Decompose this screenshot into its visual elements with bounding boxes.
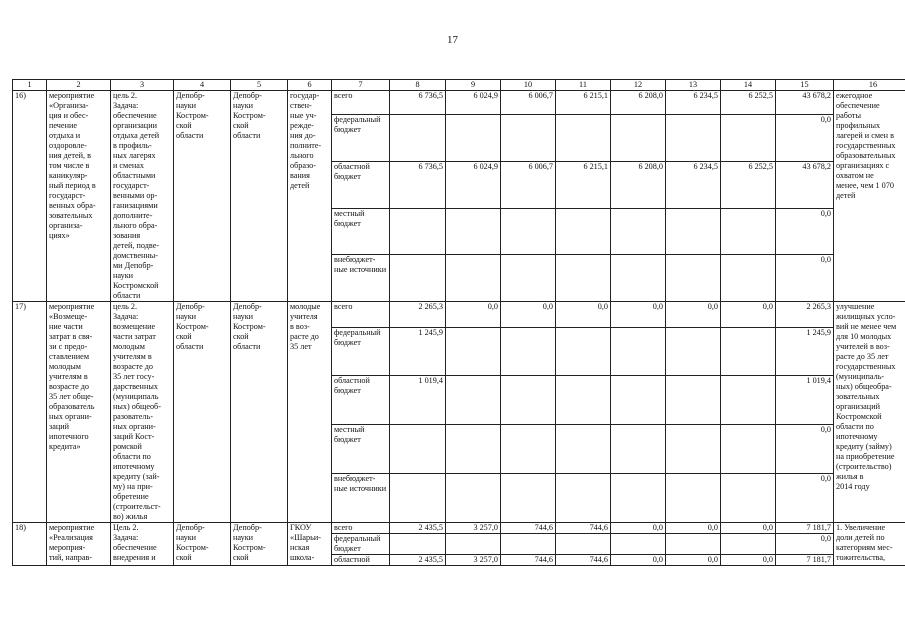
amount-cell <box>556 327 611 376</box>
amount-cell: 6 208,0 <box>611 162 666 209</box>
funding-source: областной бюджет <box>332 376 390 425</box>
amount-cell: 43 678,2 <box>776 162 834 209</box>
amount-cell <box>666 425 721 474</box>
amount-cell: 6 736,5 <box>390 162 446 209</box>
funding-source: всего <box>332 302 390 328</box>
amount-cell: 1 019,4 <box>390 376 446 425</box>
amount-cell <box>721 255 776 302</box>
amount-cell <box>666 327 721 376</box>
amount-cell <box>611 474 666 523</box>
amount-cell <box>666 376 721 425</box>
goal-task: цель 2. Задача: обеспечение организации отдыха детей в профиль- ных лагерях и сменах областными государст- венными ор- ганизациями дополните- льного обра- зования детей, подве- домственны- ми Депобр- науки Костромской области <box>111 91 174 302</box>
column-number-16: 16 <box>834 80 905 91</box>
amount-cell <box>666 534 721 555</box>
column-number-7: 7 <box>332 80 390 91</box>
co-executor: Депобр- науки Костром- ской <box>231 523 288 566</box>
amount-cell: 43 678,2 <box>776 91 834 115</box>
row-number: 17) <box>13 302 47 523</box>
expected-result: ежегодное обеспечение работы профильных лагерей и смен в государственных образовательных организациях с охватом не менее, чем 1 070 детей <box>834 91 905 302</box>
funding-source: внебюджет- ные источники <box>332 255 390 302</box>
amount-cell <box>501 208 556 255</box>
amount-cell <box>390 474 446 523</box>
funding-source: всего <box>332 523 390 534</box>
amount-cell <box>611 208 666 255</box>
responsible-executor: Депобр- науки Костром- ской области <box>174 91 231 302</box>
amount-cell <box>721 425 776 474</box>
amount-cell: 6 024,9 <box>446 162 501 209</box>
amount-cell: 6 252,5 <box>721 91 776 115</box>
funding-source: всего <box>332 91 390 115</box>
co-executor: Депобр- науки Костром- ской области <box>231 91 288 302</box>
amount-cell <box>446 327 501 376</box>
amount-cell <box>721 534 776 555</box>
column-number-3: 3 <box>111 80 174 91</box>
amount-cell <box>611 376 666 425</box>
amount-cell: 0,0 <box>721 555 776 566</box>
amount-cell: 2 435,5 <box>390 523 446 534</box>
amount-cell: 3 257,0 <box>446 555 501 566</box>
table-row <box>13 523 905 534</box>
amount-cell: 0,0 <box>776 474 834 523</box>
column-number-8: 8 <box>390 80 446 91</box>
column-number-2: 2 <box>47 80 111 91</box>
amount-cell <box>556 255 611 302</box>
amount-cell: 0,0 <box>721 302 776 328</box>
responsible-executor: Депобр- науки Костром- ской области <box>174 302 231 523</box>
amount-cell: 0,0 <box>666 302 721 328</box>
amount-cell: 0,0 <box>776 534 834 555</box>
amount-cell <box>446 115 501 162</box>
column-number-1: 1 <box>13 80 47 91</box>
amount-cell <box>390 115 446 162</box>
amount-cell: 6 234,5 <box>666 162 721 209</box>
participants: ГКОУ «Шарьи- нская школа- <box>288 523 332 566</box>
column-number-10: 10 <box>501 80 556 91</box>
amount-cell <box>611 115 666 162</box>
amount-cell: 2 265,3 <box>776 302 834 328</box>
table-row <box>13 91 905 115</box>
amount-cell: 6 736,5 <box>390 91 446 115</box>
column-number-5: 5 <box>231 80 288 91</box>
amount-cell: 6 252,5 <box>721 162 776 209</box>
amount-cell: 1 245,9 <box>776 327 834 376</box>
amount-cell: 6 006,7 <box>501 91 556 115</box>
amount-cell: 6 024,9 <box>446 91 501 115</box>
amount-cell <box>666 255 721 302</box>
funding-source: областной бюджет <box>332 162 390 209</box>
amount-cell <box>446 474 501 523</box>
amount-cell <box>556 208 611 255</box>
column-number-6: 6 <box>288 80 332 91</box>
amount-cell <box>556 425 611 474</box>
funding-source: местный бюджет <box>332 208 390 255</box>
amount-cell <box>721 115 776 162</box>
amount-cell <box>390 425 446 474</box>
row-number: 18) <box>13 523 47 566</box>
amount-cell <box>446 534 501 555</box>
amount-cell <box>501 534 556 555</box>
participants: государ- ствен- ные уч- режде- ния до- полните- льного образо- вания детей <box>288 91 332 302</box>
amount-cell: 0,0 <box>611 302 666 328</box>
funding-source: федеральный бюджет <box>332 534 390 555</box>
amount-cell: 6 234,5 <box>666 91 721 115</box>
amount-cell <box>721 376 776 425</box>
amount-cell: 2 265,3 <box>390 302 446 328</box>
amount-cell: 744,6 <box>556 523 611 534</box>
goal-task: цель 2. Задача: возмещение части затрат молодым учителям в возрасте до 35 лет госу- дарственных (муниципаль ных) общеоб- разователь- ных органи- заций Кост- ромской области по ипотечному кредиту (зай- му) на при- обретение (строительст- во) жилья <box>111 302 174 523</box>
amount-cell <box>611 425 666 474</box>
amount-cell: 2 435,5 <box>390 555 446 566</box>
amount-cell: 0,0 <box>666 523 721 534</box>
amount-cell <box>611 534 666 555</box>
funding-source: местный бюджет <box>332 425 390 474</box>
column-number-9: 9 <box>446 80 501 91</box>
amount-cell: 1 245,9 <box>390 327 446 376</box>
amount-cell: 6 215,1 <box>556 162 611 209</box>
amount-cell: 0,0 <box>776 115 834 162</box>
funding-source: федеральный бюджет <box>332 327 390 376</box>
amount-cell <box>446 255 501 302</box>
amount-cell: 6 006,7 <box>501 162 556 209</box>
amount-cell <box>556 474 611 523</box>
row-number: 16) <box>13 91 47 302</box>
expected-result: 1. Увеличение доли детей по категориям мес- тожительства, <box>834 523 905 566</box>
amount-cell: 7 181,7 <box>776 555 834 566</box>
column-number-14: 14 <box>721 80 776 91</box>
amount-cell <box>501 327 556 376</box>
amount-cell <box>501 115 556 162</box>
page-number: 17 <box>447 34 458 46</box>
amount-cell <box>501 376 556 425</box>
amount-cell: 7 181,7 <box>776 523 834 534</box>
amount-cell: 744,6 <box>501 523 556 534</box>
amount-cell <box>666 115 721 162</box>
column-number-15: 15 <box>776 80 834 91</box>
responsible-executor: Депобр- науки Костром- ской <box>174 523 231 566</box>
funding-source: федеральный бюджет <box>332 115 390 162</box>
amount-cell: 0,0 <box>611 555 666 566</box>
amount-cell <box>390 208 446 255</box>
column-number-row <box>13 80 905 91</box>
amount-cell: 744,6 <box>556 555 611 566</box>
participants: молодые учителя в воз- расте до 35 лет <box>288 302 332 523</box>
amount-cell <box>611 327 666 376</box>
amount-cell: 0,0 <box>556 302 611 328</box>
amount-cell: 0,0 <box>611 523 666 534</box>
amount-cell <box>666 208 721 255</box>
column-number-13: 13 <box>666 80 721 91</box>
amount-cell <box>721 208 776 255</box>
amount-cell: 0,0 <box>776 208 834 255</box>
amount-cell <box>446 208 501 255</box>
amount-cell <box>501 255 556 302</box>
amount-cell <box>556 534 611 555</box>
co-executor: Депобр- науки Костром- ской области <box>231 302 288 523</box>
amount-cell <box>666 474 721 523</box>
expected-result: улучшение жилищных усло- вий не менее чем для 10 молодых учителей в воз- расте до 35 лет государственных (муниципаль- ных) общеобра- зовательных организаций Костромской области по ипотечному кредиту (займу) на приобретение (строительство) жилья в 2014 году <box>834 302 905 523</box>
amount-cell: 0,0 <box>721 523 776 534</box>
column-number-11: 11 <box>556 80 611 91</box>
amount-cell <box>446 376 501 425</box>
column-number-4: 4 <box>174 80 231 91</box>
amount-cell <box>446 425 501 474</box>
amount-cell <box>556 115 611 162</box>
table-row <box>13 302 905 328</box>
amount-cell: 6 208,0 <box>611 91 666 115</box>
amount-cell <box>611 255 666 302</box>
funding-source: областной <box>332 555 390 566</box>
amount-cell <box>501 425 556 474</box>
amount-cell: 0,0 <box>666 555 721 566</box>
goal-task: Цель 2. Задача: обеспечение внедрения и <box>111 523 174 566</box>
measure-name: мероприятие «Организа- ция и обес- печение отдыха и оздоровле- ния детей, в том числе в каникуляр- ный период в государст- венных обра- зовательных организа- циях» <box>47 91 111 302</box>
amount-cell <box>721 327 776 376</box>
amount-cell: 0,0 <box>446 302 501 328</box>
amount-cell <box>721 474 776 523</box>
amount-cell: 3 257,0 <box>446 523 501 534</box>
amount-cell <box>501 474 556 523</box>
amount-cell: 0,0 <box>776 255 834 302</box>
program-activities-table <box>12 79 905 566</box>
measure-name: мероприятие «Реализация мероприя- тий, направ- <box>47 523 111 566</box>
amount-cell <box>390 255 446 302</box>
amount-cell: 0,0 <box>501 302 556 328</box>
amount-cell: 1 019,4 <box>776 376 834 425</box>
measure-name: мероприятие «Возмеще- ние части затрат в свя- зи с предо- ставлением молодым учителям в возрасте до 35 лет обще- образователь ных органи- заций ипотечного кредита» <box>47 302 111 523</box>
amount-cell <box>390 534 446 555</box>
funding-source: внебюджет- ные источники <box>332 474 390 523</box>
amount-cell: 6 215,1 <box>556 91 611 115</box>
amount-cell <box>556 376 611 425</box>
amount-cell: 744,6 <box>501 555 556 566</box>
amount-cell: 0,0 <box>776 425 834 474</box>
column-number-12: 12 <box>611 80 666 91</box>
